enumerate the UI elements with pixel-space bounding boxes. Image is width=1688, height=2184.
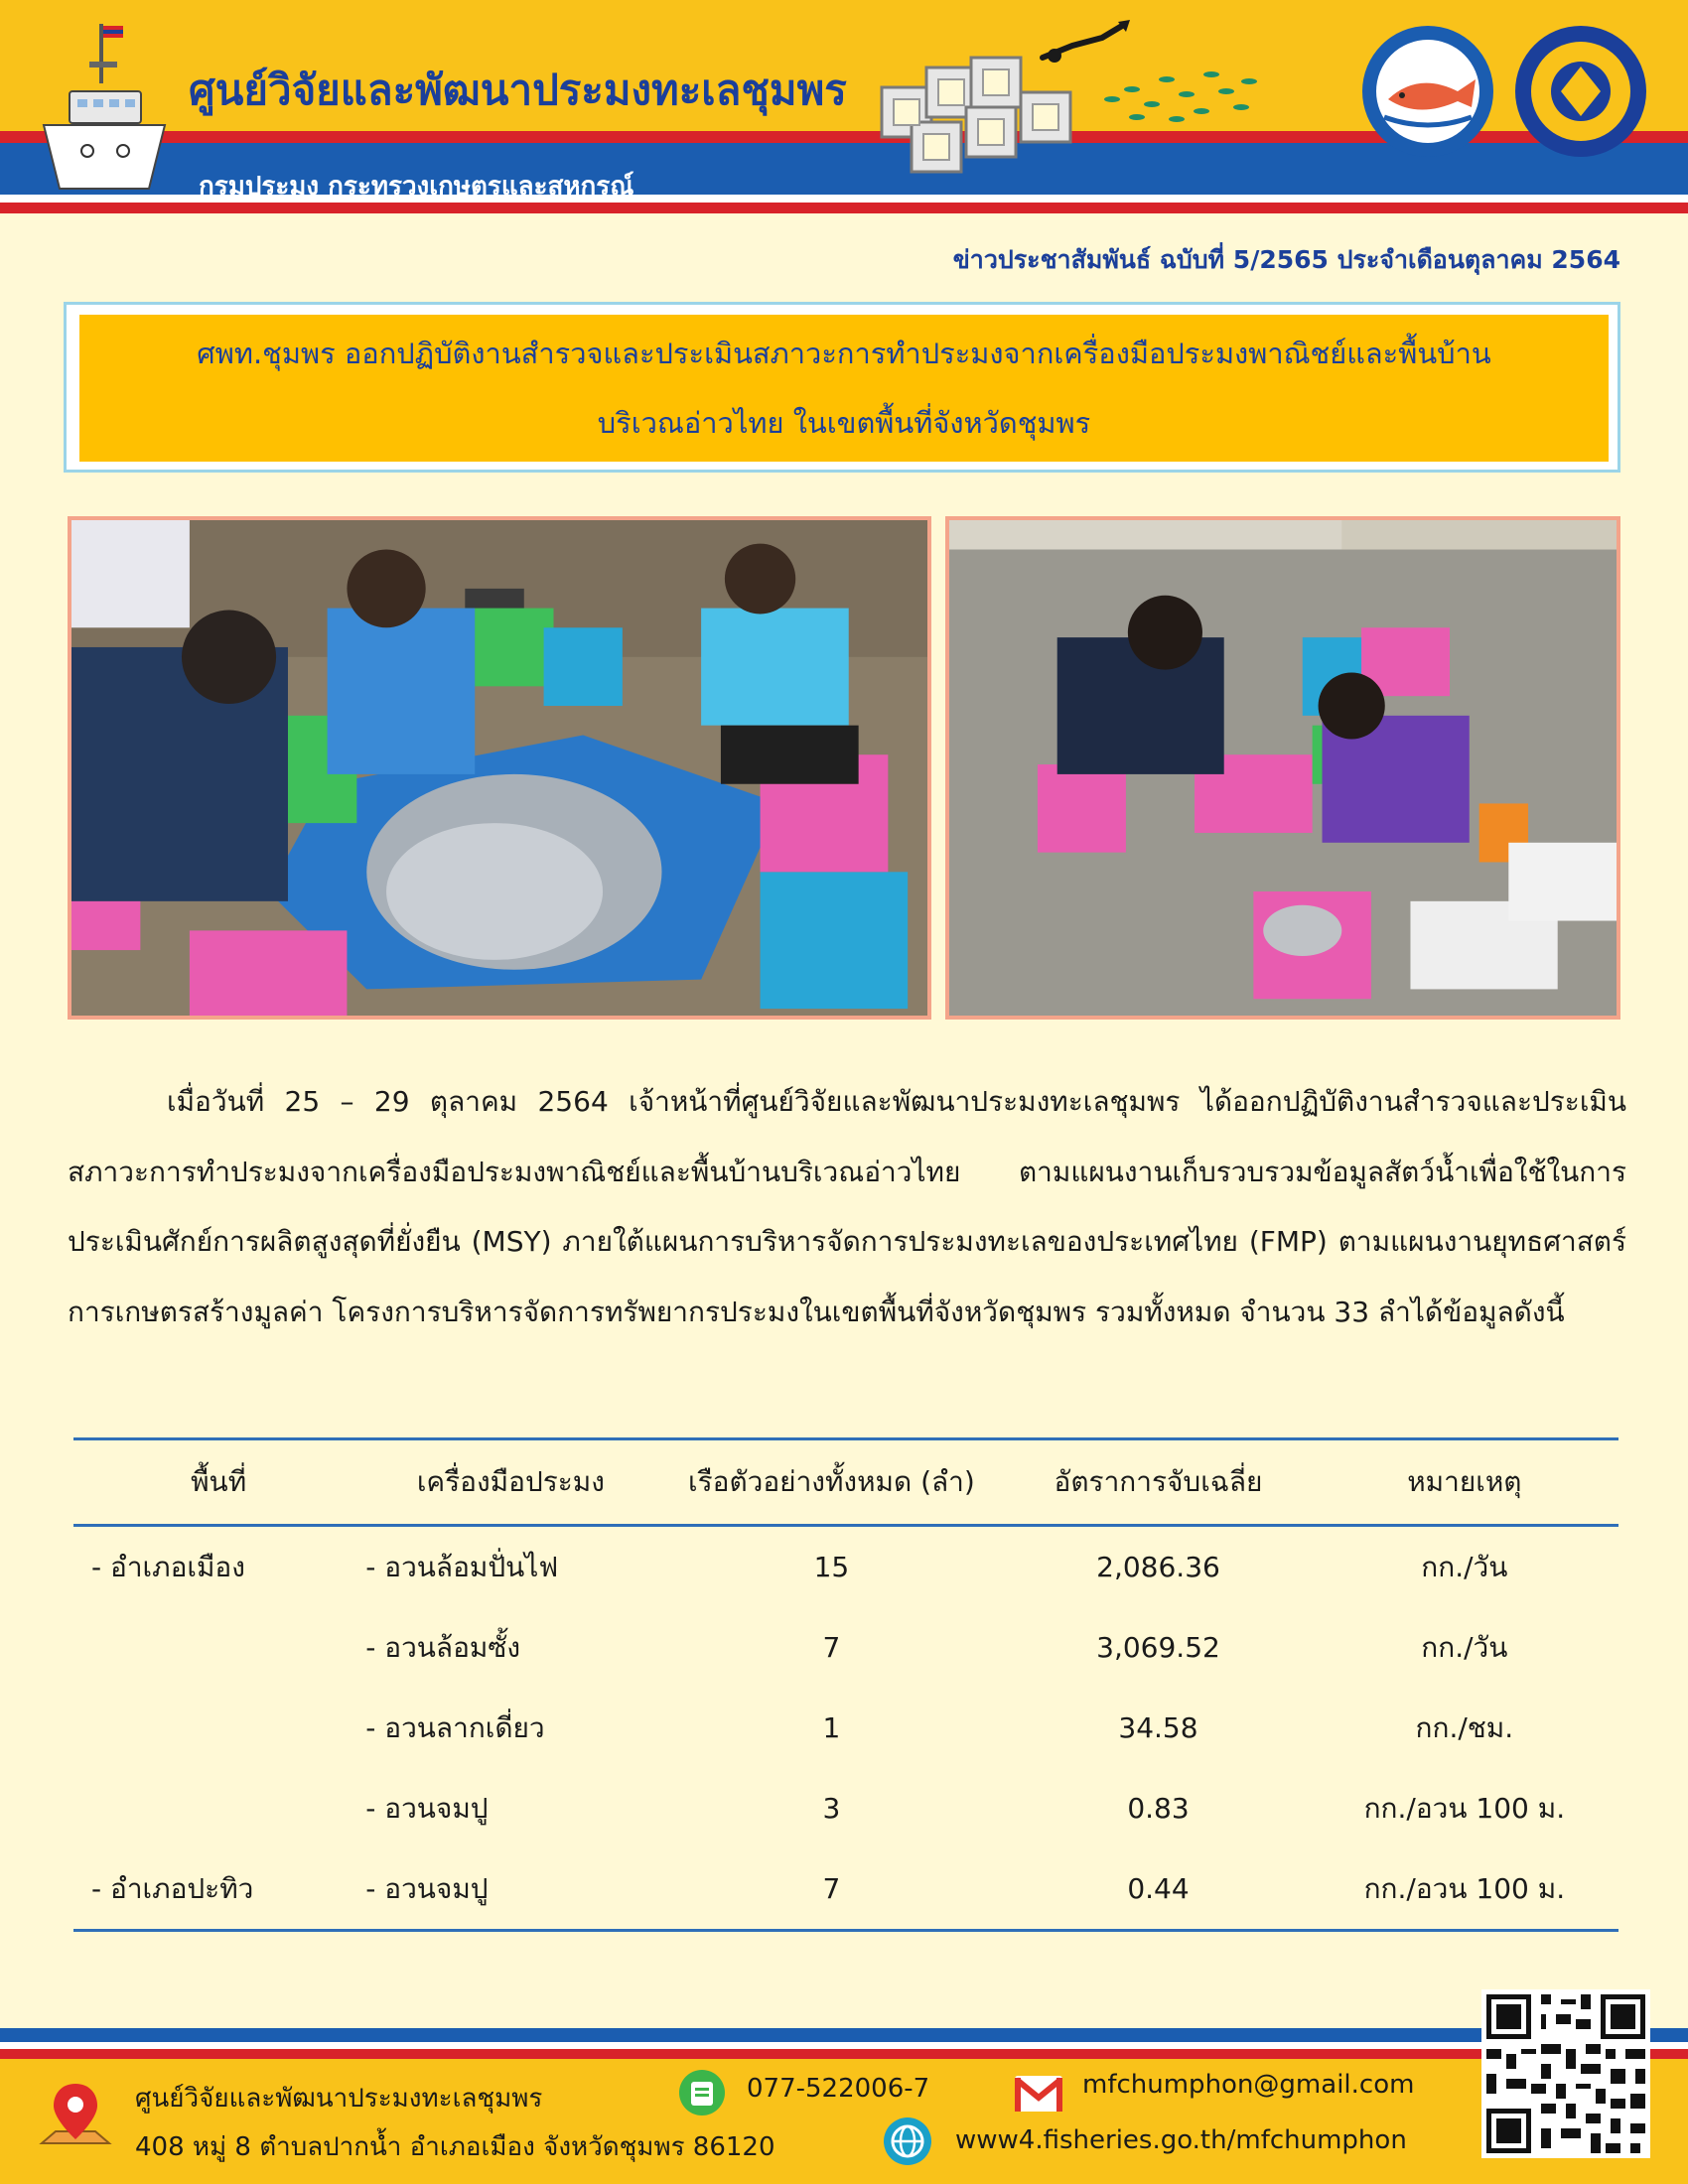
table-row <box>73 1848 1618 1931</box>
cell-rate: 3,069.52 <box>1096 1631 1220 1664</box>
cell-boats: 7 <box>657 1848 1007 1931</box>
table-row <box>73 1688 1618 1768</box>
qr-code[interactable] <box>1481 1989 1650 2158</box>
cell-gear: - อวนลากเดี่ยว <box>365 1710 545 1744</box>
page-footer <box>0 2028 1688 2184</box>
cell-gear: - อวนจมปู <box>365 1791 489 1825</box>
cell-area: - อำเภอเมือง <box>91 1550 245 1583</box>
footer-red-stripe <box>0 2049 1688 2059</box>
globe-icon <box>882 2116 933 2167</box>
issue-line: ข่าวประชาสัมพันธ์ ฉบับที่ 5/2565 ประจำเดือนตุลาคม 2564 <box>952 245 1620 274</box>
cell-boats: 7 <box>822 1631 841 1664</box>
header-area: พื้นที่ <box>73 1439 364 1526</box>
photo-fish-sorting <box>68 516 931 1020</box>
catch-rate-table <box>73 1437 1618 1932</box>
header-title: ศูนย์วิจัยและพัฒนาประมงทะเลชุมพร <box>189 66 847 114</box>
headline-line-2: บริเวณอ่าวไทย ในเขตพื้นที่จังหวัดชุมพร <box>597 406 1091 440</box>
header-subtitle: กรมประมง กระทรวงเกษตรและสหกรณ์ <box>199 172 634 202</box>
header-sample-boats: เรือตัวอย่างทั้งหมด (ลำ) <box>657 1439 1007 1526</box>
cell-gear: - อวนล้อมปั่นไฟ <box>365 1550 559 1583</box>
footer-phone[interactable]: 077-522006-7 <box>747 2074 930 2104</box>
page-header <box>0 0 1688 213</box>
cell-rate: 34.58 <box>1118 1711 1198 1744</box>
footer-white-stripe <box>0 2042 1688 2049</box>
cell-gear: - อวนจมปู <box>364 1848 656 1931</box>
headline-line-1: ศพท.ชุมพร ออกปฏิบัติงานสำรวจและประเมินสภาวะการทำประมงจากเครื่องมือประมงพาณิชย์และพื้นบ้าน <box>197 337 1491 370</box>
cell-remark: กก./อวน 100 ม. <box>1363 1791 1566 1825</box>
photo-fish-measuring <box>945 516 1620 1020</box>
cell-remark: กก./ชม. <box>1415 1710 1514 1744</box>
header-remark: หมายเหตุ <box>1311 1439 1618 1526</box>
table-row <box>73 1526 1618 1608</box>
footer-website[interactable]: www4.fisheries.go.th/mfchumphon <box>955 2125 1407 2155</box>
cell-remark: กก./วัน <box>1421 1630 1508 1664</box>
cell-area: - อำเภอปะทิว <box>73 1848 364 1931</box>
table-row <box>73 1768 1618 1848</box>
cell-area <box>73 1768 364 1848</box>
cell-area <box>73 1688 364 1768</box>
header-fishing-gear: เครื่องมือประมง <box>364 1439 656 1526</box>
footer-email[interactable]: mfchumphon@gmail.com <box>1082 2070 1415 2100</box>
cell-boats: 3 <box>822 1792 841 1825</box>
phone-icon <box>677 2068 727 2117</box>
location-pin-icon <box>36 2078 115 2157</box>
ship-icon <box>40 22 169 191</box>
cell-remark: กก./อวน 100 ม. <box>1311 1848 1618 1931</box>
department-of-fisheries-logo <box>1511 22 1650 161</box>
header-average-catch-rate: อัตราการจับเฉลี่ย <box>1006 1439 1310 1526</box>
body-paragraph-text: เมื่อวันที่ 25 – 29 ตุลาคม 2564 เจ้าหน้าที่ศูนย์วิจัยและพัฒนาประมงทะเลชุมพร ได้ออกปฏิบัติงานสำรวจและประเมินสภาวะการทำประมงจากเครื่องมือประมงพาณิชย์และพื้นบ้านบริเวณอ่าวไทย ตามแผนงานเก็บรวบรวมข้อมูลสัตว์น้ำเพื่อใช้ในการประเมินศักย์การผลิตสูงสุดที่ยั่งยืน (MSY) ภายใต้แผนการบริหารจัดการประมงทะเลของประเทศไทย (FMP) ตามแผนงานยุทธศาสตร์การเกษตรสร้างมูลค่า โครงการบริหารจัดการทรัพยากรประมงในเขตพื้นที่จังหวัดชุมพร รวมทั้งหมด จำนวน 33 ลำได้ข้อมูลดังนี้ <box>68 1085 1626 1328</box>
body-paragraph <box>68 1067 1626 1347</box>
fish-school-icon <box>1092 60 1261 129</box>
cell-rate: 2,086.36 <box>1096 1551 1220 1583</box>
cell-area <box>73 1607 364 1688</box>
gmail-icon <box>1013 2074 1064 2114</box>
footer-org-name: ศูนย์วิจัยและพัฒนาประมงทะเลชุมพร <box>135 2084 543 2114</box>
table-row <box>73 1607 1618 1688</box>
cell-gear: - อวนล้อมซั้ง <box>365 1630 521 1664</box>
cell-rate: 0.83 <box>1127 1792 1190 1825</box>
table-header-row <box>73 1439 1618 1526</box>
cell-boats: 15 <box>813 1551 850 1583</box>
research-center-logo <box>1358 22 1497 161</box>
headline-box <box>79 315 1609 462</box>
cell-boats: 1 <box>822 1711 841 1744</box>
cell-remark: กก./วัน <box>1421 1550 1508 1583</box>
footer-address: 408 หมู่ 8 ตำบลปากน้ำ อำเภอเมือง จังหวัดชุมพร 86120 <box>135 2132 775 2162</box>
footer-blue-stripe <box>0 2028 1688 2042</box>
cell-rate: 0.44 <box>1006 1848 1310 1931</box>
